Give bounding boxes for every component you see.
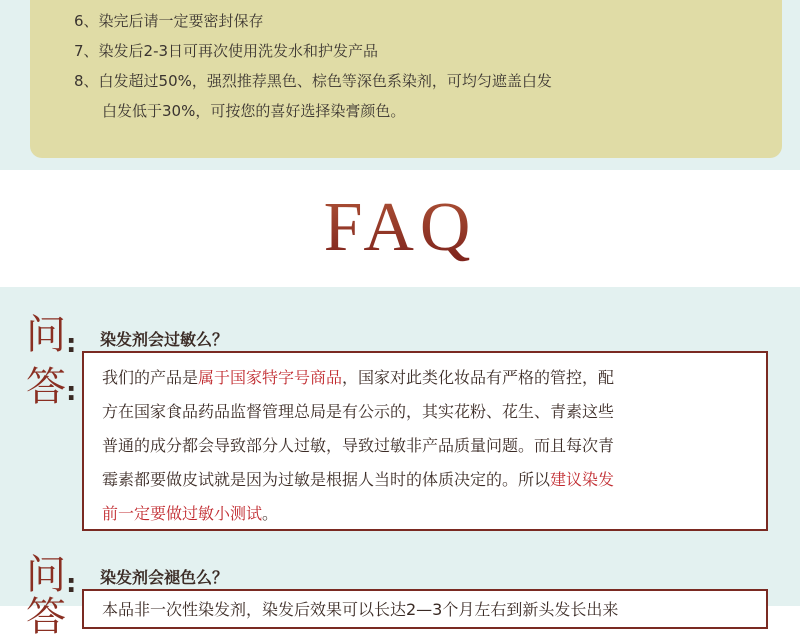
answer-line-1: 我们的产品是属于国家特字号商品，国家对此类化妆品有严格的管控，配 — [102, 368, 615, 387]
notes-section — [0, 0, 800, 170]
answer-glyph: 答 — [26, 594, 66, 640]
question-colon: : — [66, 329, 77, 359]
answer-box — [82, 589, 768, 629]
note-8: 8、白发超过50%，强烈推荐黑色、棕色等深色系染剂，可均匀遮盖白发 — [74, 72, 552, 90]
answer-line-1: 本品非一次性染发剂，染发后效果可以长达2—3个月左右到新头发长出来 — [102, 600, 619, 619]
answer-highlight: 建议染发 — [550, 470, 615, 489]
qa-section — [0, 287, 800, 640]
answer-line-5: 前一定要做过敏小测试。 — [102, 504, 279, 523]
note-7: 7、染发后2-3日可再次使用洗发水和护发产品 — [74, 42, 379, 60]
question-colon: : — [66, 569, 77, 599]
answer-line-4: 霉素都要做皮试就是因为过敏是根据人当时的体质决定的。所以建议染发 — [102, 470, 615, 489]
answer-highlight: 属于国家特字号商品 — [198, 368, 343, 387]
question-title: 染发剂会过敏么？ — [100, 330, 229, 349]
faq-heading: FAQ — [0, 188, 800, 268]
note-8-continued: 白发低于30%，可按您的喜好选择染膏颜色。 — [102, 102, 406, 120]
question-title: 染发剂会褪色么？ — [100, 568, 229, 587]
question-glyph: 问 — [26, 552, 66, 598]
answer-line-3: 普通的成分都会导致部分人过敏，导致过敏非产品质量问题。而且每次青 — [102, 436, 615, 455]
question-glyph: 问 — [26, 312, 66, 358]
answer-colon: : — [66, 377, 77, 407]
note-6: 6、染完后请一定要密封保存 — [74, 12, 264, 30]
answer-highlight: 前一定要做过敏小测试 — [102, 504, 263, 523]
answer-glyph: 答 — [26, 364, 66, 410]
answer-line-2: 方在国家食品药品监督管理总局是有公示的，其实花粉、花生、青素这些 — [102, 402, 615, 421]
answer-box — [82, 351, 768, 531]
notes-card — [30, 0, 782, 158]
